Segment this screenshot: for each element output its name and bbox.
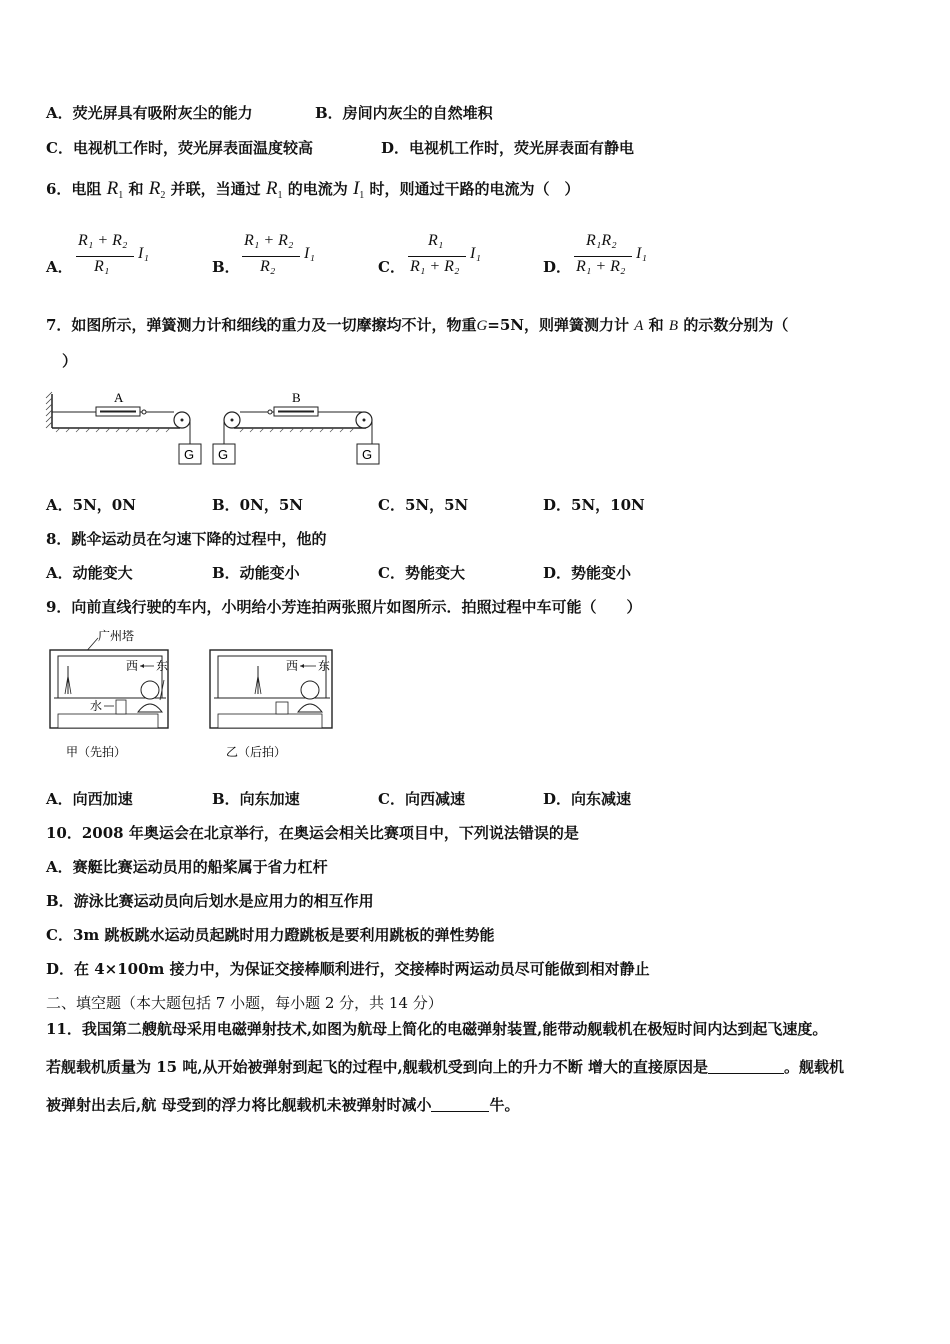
q9-tower-label: 广州塔 [98,629,135,643]
q7-and: 和 [648,316,664,334]
q7-spring-b-label: B [292,390,301,405]
q11-line3 [46,1094,519,1115]
q11-line3-end: 牛。 [489,1096,520,1114]
q5-option-c: C．电视机工作时，荧光屏表面温度较高 [46,139,313,157]
q6-number: 6．电阻 [46,180,102,198]
q10-stem: 10．2008 年奥运会在北京举行，在奥运会相关比赛项目中，下列说法错误的是 [46,824,579,842]
q6-fraction-b: R₁ + R₂ R₂ I₁ [244,232,315,275]
q6-label-c: C． [378,258,405,276]
q6-r2: $R_2$ [148,178,166,201]
q6-r1-b: $R_1$ [265,178,283,201]
q5-option-b: B．房间内灰尘的自然堆积 [315,104,493,122]
q6-mid2: 的电流为 [287,180,348,198]
q10-option-d: D．在 4×100m 接力中，为保证交接棒顺利进行，交接棒时两运动员尽可能做到相对静止 [46,960,650,978]
q7-weight-1: G [184,447,195,462]
q9-option-b: B．向东加速 [212,790,300,808]
q10-option-a: A．赛艇比赛运动员用的船桨属于省力杠杆 [46,858,328,876]
q11-answer-blank-2[interactable] [431,1111,489,1112]
q10-option-c: C．3m 跳板跳水运动员起跳时用力蹬跳板是要利用跳板的弹性势能 [46,926,495,944]
q7-option-c: C．5N，5N [378,496,469,514]
q6-fraction-d: R₁R₂ R₁ + R₂ I₁ [576,232,647,275]
q7-option-b: B．0N，5N [212,496,303,514]
q11-line3-text: 被弹射出去后,航 母受到的浮力将比舰载机未被弹射时减小 [46,1096,432,1114]
q7-spring-a-label: A [114,390,124,405]
q8-option-c: C．势能变大 [378,564,465,582]
q8-stem: 8．跳伞运动员在匀速下降的过程中，他的 [46,530,327,548]
q7-option-d: D．5N，10N [543,496,645,514]
q9-caption-a: 甲（先拍） [66,745,127,759]
q9-west-label-b: 西 [286,659,299,673]
q5-option-a: A．荧光屏具有吸附灰尘的能力 [46,104,253,122]
q8-option-d: D．势能变小 [543,564,632,582]
q6-r1: $R_1$ [106,178,124,201]
q6-fraction-a: R₁ + R₂ R₁ I₁ [78,232,149,275]
section-heading: 二、填空题（本大题包括 7 小题，每小题 2 分，共 14 分） [46,994,443,1012]
q6-mid1: 并联，当通过 [170,180,261,198]
q9-option-c: C．向西减速 [378,790,465,808]
q7-close-paren: ） [62,352,78,370]
q8-option-a: A．动能变大 [46,564,133,582]
q7-b-symbol: B [668,318,679,334]
q9-stem: 9．向前直线行驶的车内，小明给小芳连拍两张照片如图所示．拍照过程中车可能（ ） [46,598,642,616]
q6-end: 时，则通过干路的电流为（ ） [369,180,580,198]
q7-stem [46,314,788,335]
q5-option-d: D．电视机工作时，荧光屏表面有静电 [381,139,635,157]
q10-option-b: B．游泳比赛运动员向后划水是应用力的相互作用 [46,892,374,910]
q9-west-label-a: 西 [126,659,139,673]
q8-option-b: B．动能变小 [212,564,300,582]
q6-stem [46,178,580,201]
q11-line1: 11．我国第二艘航母采用电磁弹射技术,如图为航母上简化的电磁弹射装置,能带动舰载机在极短时间内达到起飞速度。 [46,1020,828,1038]
q7-weight-3: G [362,447,373,462]
q7-spring-figure [44,384,384,470]
q6-i1: $I_1$ [352,178,365,201]
q6-and: 和 [128,180,144,198]
q9-option-d: D．向东减速 [543,790,632,808]
q9-east-label-b: 东 [318,659,331,673]
q7-text-post: 的示数分别为（ [683,316,789,334]
q7-eq: =5N，则弹簧测力计 [487,316,630,334]
q6-label-b: B． [212,258,240,276]
q7-text-pre: 7．如图所示，弹簧测力计和细线的重力及一切摩擦均不计，物重 [46,316,477,334]
q6-fraction-c: R₁ R₁ + R₂ I₁ [410,232,481,275]
q9-east-label-a: 东 [156,659,169,673]
q6-label-d: D． [543,258,572,276]
q7-g-symbol: G [476,318,488,334]
q7-a-symbol: A [634,318,644,334]
q11-answer-blank-1[interactable] [708,1073,784,1074]
q11-line2-text: 若舰载机质量为 15 吨,从开始被弹射到起飞的过程中,舰载机受到向上的升力不断 增大的直接原因是 [46,1058,708,1076]
q9-option-a: A．向西加速 [46,790,133,808]
q11-line2-end: 。舰载机 [784,1058,845,1076]
q9-photo-figure [46,626,346,766]
q9-water-label: 水 [90,699,103,713]
q7-weight-2: G [218,447,229,462]
q11-line2 [46,1056,844,1077]
q9-caption-b: 乙（后拍） [226,745,287,759]
q6-label-a: A． [46,258,73,276]
q7-option-a: A．5N，0N [46,496,136,514]
